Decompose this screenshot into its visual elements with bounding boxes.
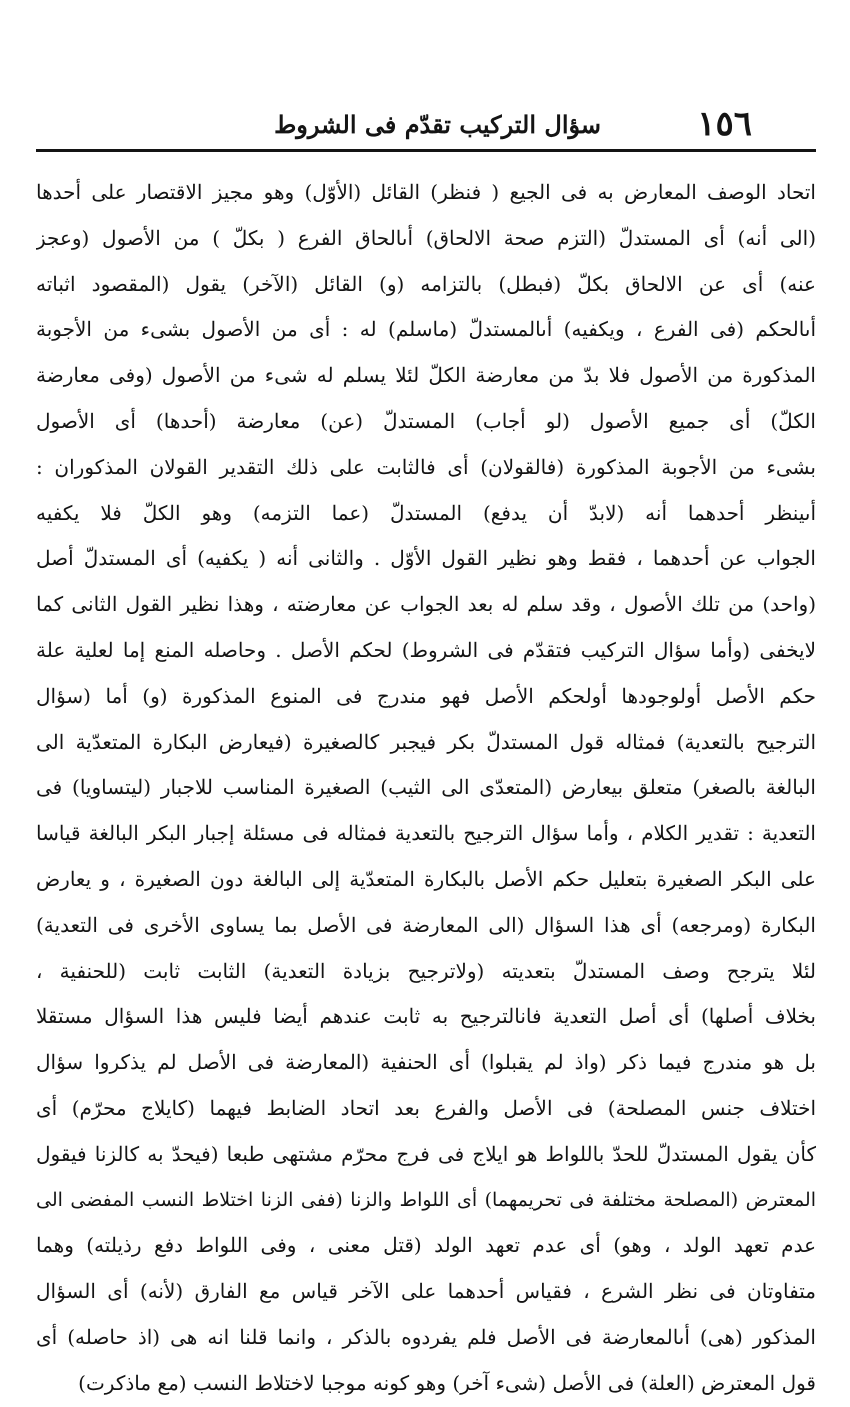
text-line: الكلّ) أى جميع الأصول (لو أجاب) المستدلّ (عن) معارضة (أحدها) أى الأصول: [36, 408, 816, 433]
page-header: [36, 100, 816, 146]
text-line: متفاوتان فى نظر الشرع ، فقياس أحدهما على الآخر قياس مع الفارق (لأنه) أى السؤال: [36, 1279, 816, 1304]
page-number: ١٥٦: [697, 104, 752, 144]
text-line: بشىء من الأجوبة المذكورة (فالقولان) أى فالثابت على ذلك التقدير القولان المذكوران :: [36, 454, 816, 479]
text-line: المذكور (هى) أىالمعارضة فى الأصل فلم يفردوه بالذكر ، وانما قلنا انه هى (اذ حاصله) أى: [36, 1324, 816, 1349]
header-rule: [36, 149, 816, 152]
text-line: (الى أنه) أى المستدلّ (التزم صحة الالحاق) أىالحاق الفرع ( بكلّ ) من الأصول (وعجز: [36, 225, 816, 250]
text-line: لئلا يترجح وصف المستدلّ بتعديته (ولاترجيح بزيادة التعدية) الثابت ثابت (للحنفية ،: [36, 958, 816, 983]
text-line: حكم الأصل أولوجودها أولحكم الأصل فهو مندرج فى المنوع المذكورة (و) أما (سؤال: [36, 683, 816, 708]
text-line: اتحاد الوصف المعارض به فى الجيع ( فنظر) القائل (الأوّل) وهو مجيز الاقتصار على أحدها: [36, 180, 816, 204]
text-line: قول المعترض (العلة) فى الأصل (شىء آخر) وهو كونه موجبا لاختلاط النسب (مع ماذكرت): [78, 1370, 816, 1395]
text-line: (واحد) من تلك الأصول ، وقد سلم له بعد الجواب عن معارضته ، وهذا نظير القول الثانى كما: [36, 592, 816, 617]
text-line: اختلاف جنس المصلحة) فى الأصل والفرع بعد اتحاد الضابط فيهما (كايلاج محرّم) أى: [36, 1095, 816, 1120]
text-line: عدم تعهد الولد ، وهو) أى عدم تعهد الولد (قتل معنى ، وفى اللواط دفع رذيلته) وهما: [36, 1233, 816, 1258]
text-line: على البكر الصغيرة بتعليل حكم الأصل بالبكارة المتعدّية إلى البالغة دون الصغيرة ، و يعارض: [36, 866, 816, 891]
text-line: كأن يقول المستدلّ للحدّ باللواط هو ايلاج فى فرج محرّم مشتهى طبعا (فيحدّ به كالزنا فيقول: [36, 1141, 816, 1166]
text-line: بل هو مندرج فيما ذكر (واذ لم يقبلوا) أى الحنفية (المعارضة فى الأصل لم يذكروا سؤال: [36, 1050, 816, 1075]
text-line: البالغة بالصغر) متعلق بيعارض (المتعدّى الى الثيب) الصغيرة المناسب للاجبار (ليتساويا) فى: [36, 775, 816, 800]
text-line: لايخفى (وأما سؤال التركيب فتقدّم فى الشروط) لحكم الأصل . وحاصله المنع إما لعلية علة: [36, 637, 816, 662]
text-line: أىالحكم (فى الفرع ، ويكفيه) أىالمستدلّ (ماسلم) له : أى من الأصول بشىء من الأجوبة: [36, 317, 816, 342]
text-line: الجواب عن أحدهما ، فقط وهو نظير القول الأوّل . والثانى أنه ( يكفيه) أى المستدلّ أصل: [36, 546, 816, 571]
text-line: البكارة (ومرجعه) أى هذا السؤال (الى المعارضة فى الأصل بما يساوى الأخرى فى التعدية): [36, 912, 816, 937]
text-line: عنه) أى عن الالحاق بكلّ (فبطل) بالتزامه (و) القائل (الآخر) يقول (المقصود اثباته: [36, 271, 816, 296]
text-line: المعترض (المصلحة مختلفة فى تحريمهما) أى اللواط والزنا (ففى الزنا اختلاط النسب المفضى الى: [36, 1188, 816, 1211]
text-line: بخلاف أصلها) أى أصل التعدية فانالترجيح به ثابت عندهم أيضا فليس هذا السؤال مستقلا: [36, 1004, 816, 1029]
text-line: التعدية : تقدير الكلام ، وأما سؤال الترجيح بالتعدية فمثاله فى مسئلة إجبار البكر البالغة قياسا: [36, 821, 816, 846]
body-text: [36, 170, 816, 1407]
running-title: سؤال التركيب تقدّم فى الشروط: [274, 110, 601, 139]
text-line: الترجيح بالتعدية) فمثاله قول المستدلّ بكر فيجبر كالصغيرة (فيعارض البكارة المتعدّية الى: [36, 729, 816, 754]
text-line: المذكورة من الأصول فلا بدّ من معارضة الكلّ لئلا يسلم له شىء من الأصول (وفى معارضة: [36, 363, 816, 388]
text-line: أىينظر أحدهما أنه (لابدّ أن يدفع) المستدلّ (عما التزمه) وهو الكلّ فلا يكفيه: [36, 500, 816, 525]
